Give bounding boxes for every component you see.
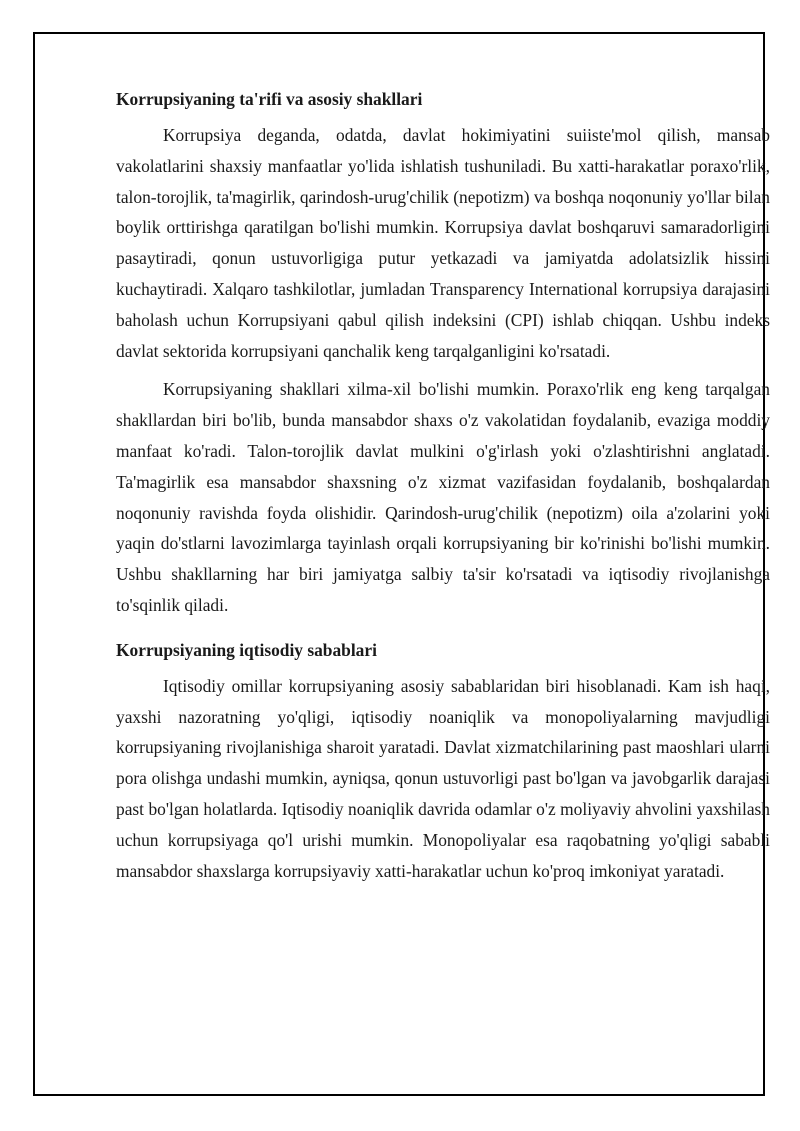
paragraph: Iqtisodiy omillar korrupsiyaning asosiy sabablaridan biri hisoblanadi. Kam ish haqi, yaxshi nazoratning yo'qligi, iqtisodiy noaniqlik va monopoliyalarning mavjudligi korrupsiyaning rivojlanishiga sharoit yaratadi. Davlat xizmatchilarining past maoshlari ularni pora olishga undashi mumkin, ayniqsa, qonun ustuvorligi past bo'lgan va javobgarlik darajasi past bo'lgan holatlarda. Iqtisodiy noaniqlik davrida odamlar o'z moliyaviy ahvolini yaxshilash uchun korrupsiyaga qo'l urishi mumkin. Monopoliyalar esa raqobatning yo'qligi sababli mansabdor shaxslarga korrupsiyaviy xatti-harakatlar uchun ko'proq imkoniyat yaratadi. [116,675,770,881]
section-heading-economic-causes: Korrupsiyaning iqtisodiy sabablari [116,639,377,660]
paragraph: Korrupsiya deganda, odatda, davlat hokimiyatini suiiste'mol qilish, mansab vakolatlarini shaxsiy manfaatlar yo'lida ishlatish tushuniladi. Bu xatti-harakatlar poraxo'rlik, talon-torojlik, ta'magirlik, qarindosh-urug'chilik (nepotizm) va boshqa noqonuniy yo'llar bilan boylik orttirishga qaratilgan bo'lishi mumkin. Korrupsiya davlat boshqaruvi samaradorligini pasaytiradi, qonun ustuvorligiga putur yetkazadi va jamiyatda adolatsizlik hissini kuchaytiradi. Xalqaro tashkilotlar, jumladan Transparency International korrupsiya darajasini baholash uchun Korrupsiyani qabul qilish indeksini (CPI) ishlab chiqqan. Ushbu indeks davlat sektorida korrupsiyani qanchalik keng tarqalganligini ko'rsatadi. [116,125,770,361]
paragraph: Korrupsiyaning shakllari xilma-xil bo'lishi mumkin. Poraxo'rlik eng keng tarqalgan shakllardan biri bo'lib, bunda mansabdor shaxs o'z vakolatidan foydalanib, evaziga moddiy manfaat ko'radi. Talon-torojlik davlat mulkini o'g'irlash yoki o'zlashtirishni anglatadi. Ta'magirlik esa mansabdor shaxsning o'z xizmat vazifasidan foydalanib, boshqalardan noqonuniy ravishda foyda olishidir. Qarindosh-urug'chilik (nepotizm) oila a'zolarini yoki yaqin do'stlarni lavozimlarga tayinlash orqali korrupsiyaning bir ko'rinishi bo'lishi mumkin. Ushbu shakllarning har biri jamiyatga salbiy ta'sir ko'rsatadi va iqtisodiy rivojlanishga to'sqinlik qiladi. [116,379,770,615]
document-body [116,84,770,894]
section-heading-definition: Korrupsiyaning ta'rifi va asosiy shakllari [116,89,423,109]
